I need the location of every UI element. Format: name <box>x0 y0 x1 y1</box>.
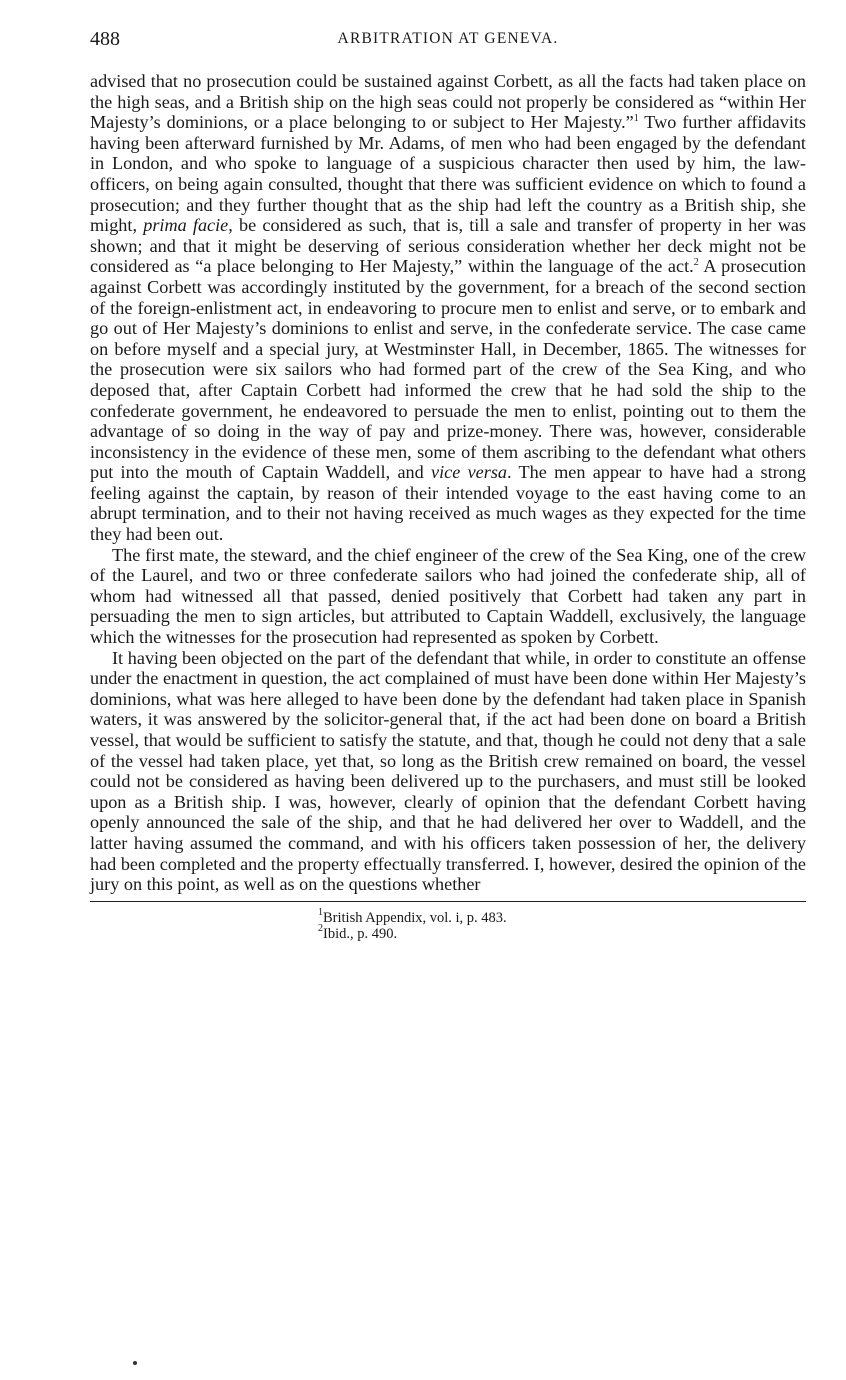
footnote-rule <box>90 901 806 902</box>
footnote-mark: 1 <box>318 906 323 918</box>
footnote-reference: 2 <box>693 257 699 269</box>
text-run: , be considered as such, that is, till a sale and transfer of property in her was shown; and that it might be deserving of serious consideration whether her deck might not be considered as “a place belonging to Her Majesty,” within the language of the act. <box>90 215 806 277</box>
text-run: The first mate, the steward, and the chief engineer of the crew of the Sea King, one of the crew of the Laurel, and two or three confederate sailors who had joined the confederate ship, all of whom had witnessed all that passed, denied positively that Corbett had taken any part in persuading the men to sign articles, but attributed to Captain Waddell, exclusively, the language which the witnesses for the prosecution had represented as spoken by Corbett. <box>90 544 806 648</box>
paragraph-2 <box>90 545 806 648</box>
footnote-1 <box>318 906 806 926</box>
footnote-text: British Appendix, vol. i, p. 483. <box>323 909 507 926</box>
italic-phrase: prima facie <box>143 215 229 236</box>
text-run: . The men appear to have had a strong feeling against the captain, by reason of their intended voyage to the east having come to an abrupt termination, and to their not having received as much wages as they expected for the time they had been out. <box>90 462 806 545</box>
text-run: It having been objected on the part of the defendant that while, in order to constitute an offense under the enactment in question, the act complained of must have been done within Her Majesty’s dominions, what was here alleged to have been done by the defendant had taken place in Spanish waters, it was answered by the solicitor-general that, if the act had been done on board a British vessel, that would be sufficient to satisfy the statute, and that, though he could not deny that a sale of the vessel had taken place, yet that, so long as the British crew remained on board, the vessel could not be considered as having been delivered up to the purchasers, and must still be looked upon as a British ship. I was, however, clearly of opinion that the defendant Corbett having openly announced the sale of the ship, and that he had delivered her over to Waddell, and the latter having assumed the command, and with his officers taken possession of her, the delivery had been completed and the property effectually transferred. I, however, desired the opinion of the jury on this point, as well as on the questions whether <box>90 647 806 895</box>
footnotes <box>90 906 806 942</box>
footnote-2 <box>318 922 806 942</box>
footnote-reference: 1 <box>633 113 639 125</box>
paragraph-3 <box>90 648 806 895</box>
paragraph-1 <box>90 71 806 545</box>
page-header <box>90 26 806 56</box>
footnote-text: Ibid., p. 490. <box>323 925 398 942</box>
italic-phrase: vice versa <box>431 462 507 483</box>
footnote-mark: 2 <box>318 922 323 934</box>
text-run: A prosecution against Corbett was accordingly instituted by the government, for a breach of the second section of the foreign-enlistment act, in endeavoring to procure men to enlist and serve, or to embark and go out of Her Majesty’s dominions to enlist and serve, in the confederate service. The case came on before myself and a special jury, at Westminster Hall, in December, 1865. The witnesses for the prosecution were six sailors who had formed part of the crew of the Sea King, and who deposed that, after Captain Corbett had informed the crew that he had sold the ship to the confederate government, he endeavored to persuade the men to enlist, pointing out to them the advantage of so doing in the way of pay and prize-money. There was, however, considerable inconsistency in the evidence of these men, some of them ascribing to the defendant what others put into the mouth of Captain Waddell, and <box>90 256 806 483</box>
text-run: advised that no prosecution could be sustained against Corbett, as all the facts had taken place on the high seas, and a British ship on the high seas could not properly be considered as “within Her Majesty’s dominions, or a place belonging to or subject to Her Majesty.” <box>90 71 806 133</box>
text-run: Two further affidavits having been afterward furnished by Mr. Adams, of men who had been engaged by the defendant in London, and who spoke to language of a suspicious character then used by him, the law-officers, on being again consulted, thought that there was sufficient evidence on which to found a prosecution; and they further thought that as the ship had left the country as a British ship, she might, <box>90 112 806 236</box>
body-text <box>90 71 806 895</box>
print-speck <box>133 1361 137 1365</box>
page-number: 488 <box>90 28 120 50</box>
book-page <box>90 26 806 942</box>
running-head: ARBITRATION AT GENEVA. <box>337 30 559 47</box>
